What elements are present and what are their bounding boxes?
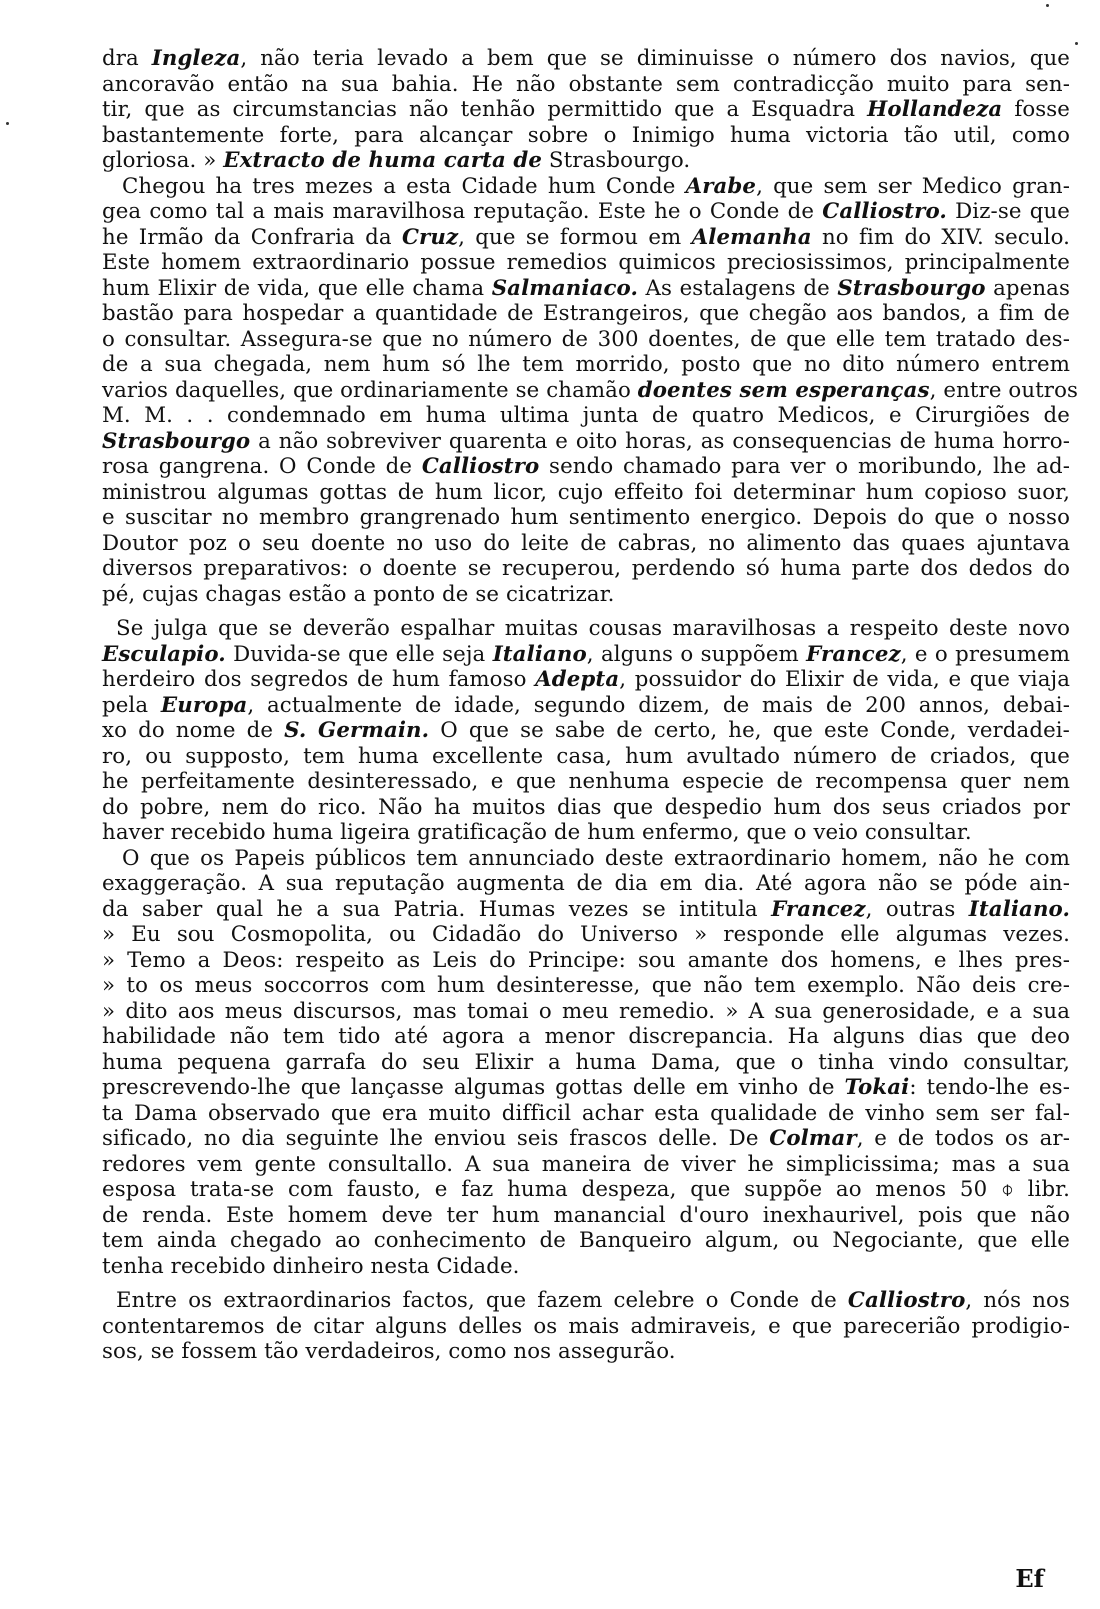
text-line <box>102 46 1070 72</box>
text-run: exaggeração. A sua reputação augmenta de dia em dia. Até agora não se póde ain- <box>102 871 1070 896</box>
text-run: » Temo a Deos: respeito as Leis do Principe: sou amante dos homens, e lhes pres- <box>102 947 1070 973</box>
text-run: Diz-se que <box>946 199 1070 224</box>
text-run: , não teria levado a bem que se diminuisse o número dos navios, que <box>240 46 1070 71</box>
text-run: haver recebido huma ligeira gratificação de hum enfermo, que o veio consultar. <box>102 820 972 845</box>
text-line <box>102 1177 1070 1203</box>
text-run: O que os Papeis públicos tem annunciado deste extraordinario homem, não he com <box>122 845 1070 871</box>
text-run: , actualmente de idade, segundo dizem, de mais de 200 annos, debai- <box>247 692 1070 718</box>
text-line <box>102 174 1070 200</box>
text-line <box>102 556 1070 582</box>
text-run: pé, cujas chagas estão a ponto de se cicatrizar. <box>102 581 615 607</box>
text-line <box>102 225 1070 251</box>
text-run: Se julga que se deverão espalhar muitas cousas maravilhosas a respeito deste novo <box>116 616 1070 641</box>
italic-run: Adepta <box>535 667 620 692</box>
text-line <box>102 1050 1070 1076</box>
italic-run: Francez <box>771 896 866 922</box>
text-line <box>102 276 1070 302</box>
text-run: , nós nos <box>965 1288 1070 1313</box>
text-line <box>102 1075 1070 1101</box>
text-line <box>102 1288 1070 1314</box>
text-line <box>102 871 1070 897</box>
text-run: diversos preparativos: o doente se recuperou, perdendo só huma parte dos dedos do <box>102 556 1070 581</box>
text-line <box>102 948 1070 974</box>
italic-run: Alemanha <box>691 224 812 250</box>
italic-run: Calliostro <box>847 1288 966 1313</box>
text-run: Este homem extraordinario possue remedios quimicos preciosissimos, principalmente <box>102 250 1070 275</box>
text-run: de a sua chegada, nem hum só lhe tem morrido, posto que no dito número entrem <box>102 352 1070 377</box>
text-line <box>102 1339 1070 1365</box>
text-line <box>102 642 1070 668</box>
text-line <box>102 616 1070 642</box>
text-run: apenas <box>985 275 1070 301</box>
italic-run: Extracto de huma carta de <box>223 148 543 173</box>
text-line <box>102 327 1070 353</box>
text-line <box>102 667 1070 693</box>
text-run: he perfeitamente desinteressado, e que nenhuma especie de recompensa quer nem <box>102 769 1070 794</box>
text-run: Doutor poz o seu doente no uso do leite de cabras, no alimento das quaes ajuntava <box>102 530 1070 556</box>
text-line <box>102 1203 1070 1229</box>
text-line <box>102 199 1070 225</box>
italic-run: Italiano <box>492 641 587 667</box>
text-run: hum Elixir de vida, que elle chama <box>102 275 492 301</box>
text-line <box>102 454 1070 480</box>
italic-run: Colmar <box>769 1126 857 1151</box>
italic-run: Salmaniaco. <box>491 275 638 301</box>
text-line <box>102 1314 1070 1340</box>
italic-run: Arabe <box>685 173 757 199</box>
text-run: , e o presumem <box>900 641 1071 667</box>
text-run: huma pequena garrafa do seu Elixir a huma Dama, que o tinha vindo consultar, <box>102 1049 1070 1075</box>
text-line <box>102 97 1070 123</box>
text-run: varios daquelles, que ordinariamente se chamão <box>102 377 638 403</box>
text-run: » dito aos meus discursos, mas tomai o meu remedio. » A sua generosidade, e a sua <box>102 998 1070 1024</box>
text-run: bastantemente forte, para alcançar sobre o Inimigo huma victoria tão util, como <box>102 122 1070 148</box>
text-run: gea como tal a mais maravilhosa reputação. Este he o Conde de <box>102 199 823 224</box>
italic-run: Europa <box>160 692 248 718</box>
text-run: contentaremos de citar alguns delles os mais admiraveis, e que parecerião prodigio- <box>102 1313 1070 1339</box>
text-run: a não sobreviver quarenta e oito horas, as consequencias de huma horro- <box>250 428 1070 454</box>
text-line <box>102 1254 1070 1280</box>
text-line <box>102 999 1070 1025</box>
text-run: , que se formou em <box>458 224 692 250</box>
text-line <box>102 1228 1070 1254</box>
text-line <box>102 846 1070 872</box>
text-line <box>102 1152 1070 1178</box>
text-run: , e de todos os ar- <box>856 1126 1070 1151</box>
text-run: Strasbourgo. <box>542 148 691 173</box>
text-line <box>102 897 1070 923</box>
text-line <box>102 403 1070 429</box>
text-run: habilidade não tem tido até agora a menor discrepancia. Ha alguns dias que deo <box>102 1024 1070 1049</box>
text-run: , que sem ser Medico gran- <box>756 173 1070 199</box>
italic-run: Calliostro. <box>822 199 947 224</box>
text-run: Entre os extraordinarios factos, que fazem celebre o Conde de <box>116 1288 848 1313</box>
text-line <box>102 531 1070 557</box>
text-run: O que se sabe de certo, he, que este Conde, verdadei- <box>429 718 1070 743</box>
text-line <box>102 820 1070 846</box>
text-run: bastão para hospedar a quantidade de Estrangeiros, que chegão aos bandos, a fim de <box>102 301 1070 326</box>
text-line <box>102 505 1070 531</box>
text-run: tir, que as circumstancias não tenhão permittido que a Esquadra <box>102 97 868 122</box>
italic-run: Calliostro <box>421 454 540 479</box>
text-run: e suscitar no membro grangrenado hum sentimento energico. Depois do que o nosso <box>102 505 1070 530</box>
text-line <box>102 744 1070 770</box>
text-run: tenha recebido dinheiro nesta Cidade. <box>102 1253 520 1279</box>
text-line <box>102 148 1070 174</box>
text-run: de renda. Este homem deve ter hum manancial d'ouro inexhaurivel, pois que não <box>102 1202 1070 1228</box>
text-run: gloriosa. » <box>102 148 224 173</box>
text-run: pela <box>102 692 161 718</box>
text-run: do pobre, nem do rico. Não ha muitos dias que despedio hum dos seus criados por <box>102 794 1070 820</box>
text-line <box>102 795 1070 821</box>
text-run: prescrevendo-lhe que lançasse algumas gottas delle em vinho de <box>102 1075 845 1100</box>
text-line <box>102 693 1070 719</box>
text-run: dra <box>102 46 152 71</box>
italic-run: doentes sem esperanças <box>637 377 930 403</box>
text-run: : tendo-lhe es- <box>909 1075 1071 1100</box>
text-line <box>102 250 1070 276</box>
text-line <box>102 769 1070 795</box>
text-run: redores vem gente consultallo. A sua maneira de viver he simplicissima; mas a sua <box>102 1151 1070 1177</box>
text-run: sos, se fossem tão verdadeiros, como nos assegurão. <box>102 1339 676 1364</box>
text-line <box>102 973 1070 999</box>
text-run: o consultar. Assegura-se que no número de 300 doentes, de que elle tem tratado des- <box>102 326 1070 352</box>
text-run: ta Dama observado que era muito difficil achar esta qualidade de vinho sem ser fal- <box>102 1100 1070 1126</box>
text-run: sificado, no dia seguinte lhe enviou seis frascos delle. De <box>102 1126 770 1151</box>
text-run: » Eu sou Cosmopolita, ou Cidadão do Universo » responde elle algumas vezes. <box>102 922 1070 947</box>
text-run: da saber qual he a sua Patria. Humas vezes se intitula <box>102 896 772 922</box>
text-run: Duvida-se que elle seja <box>225 641 493 667</box>
italic-run: Strasbourgo <box>102 428 251 454</box>
body-text <box>102 46 1079 1365</box>
text-run: , outras <box>865 896 969 922</box>
text-run: xo do nome de <box>102 718 285 743</box>
text-line <box>102 922 1070 948</box>
italic-run: Italiano. <box>968 896 1070 922</box>
text-line <box>102 72 1070 98</box>
text-run: , entre outros <box>929 377 1079 403</box>
italic-run: Tokai <box>844 1075 910 1100</box>
text-line <box>102 352 1070 378</box>
italic-run: Esculapio. <box>102 641 226 667</box>
text-line <box>102 718 1070 744</box>
text-line <box>102 582 1070 608</box>
text-run: herdeiro dos segredos de hum famoso <box>102 667 536 692</box>
text-run: Chegou ha tres mezes a esta Cidade hum Conde <box>122 173 686 199</box>
catchword: Ef <box>1015 1564 1044 1593</box>
italic-run: Francez <box>806 641 901 667</box>
text-run: ancoravão então na sua bahia. He não obstante sem contradicção muito para sen- <box>102 71 1070 97</box>
text-line <box>102 1024 1070 1050</box>
text-run: fosse <box>1002 97 1070 122</box>
text-run: ministrou algumas gottas de hum licor, cujo effeito foi determinar hum copioso suor, <box>102 479 1070 505</box>
text-run: M. M. . . condemnado em huma ultima junta de quatro Medicos, e Cirurgiões de <box>102 403 1070 428</box>
text-run: As estalagens de <box>637 275 838 301</box>
text-run: no fim do XIV. seculo. <box>811 224 1070 250</box>
italic-run: Ingleza <box>151 46 241 71</box>
text-line <box>102 123 1070 149</box>
text-line <box>102 301 1070 327</box>
text-run: sendo chamado para ver o moribundo, lhe ad- <box>539 454 1070 479</box>
text-line <box>102 480 1070 506</box>
text-run: , alguns o suppõem <box>586 641 807 667</box>
text-line <box>102 429 1070 455</box>
text-run: tem ainda chegado ao conhecimento de Banqueiro algum, ou Negociante, que elle <box>102 1228 1070 1253</box>
text-run: ro, ou supposto, tem huma excellente casa, hum avultado número de criados, que <box>102 743 1070 769</box>
text-run: rosa gangrena. O Conde de <box>102 454 422 479</box>
text-run: he Irmão da Confraria da <box>102 224 402 250</box>
italic-run: S. Germain. <box>284 718 430 743</box>
italic-run: Cruz <box>401 224 459 250</box>
text-line <box>102 377 1079 404</box>
text-run: esposa trata-se com fausto, e faz huma despeza, que suppõe ao menos 50 ⌽ libr. <box>102 1177 1070 1202</box>
text-run: » to os meus soccorros com hum desinteresse, que não tem exemplo. Não deis cre- <box>102 973 1070 998</box>
text-line <box>102 1101 1070 1127</box>
italic-run: Hollandeza <box>867 97 1003 122</box>
text-run: , possuidor do Elixir de vida, e que viaja <box>619 667 1070 692</box>
italic-run: Strasbourgo <box>837 275 986 301</box>
text-line <box>102 1126 1070 1152</box>
